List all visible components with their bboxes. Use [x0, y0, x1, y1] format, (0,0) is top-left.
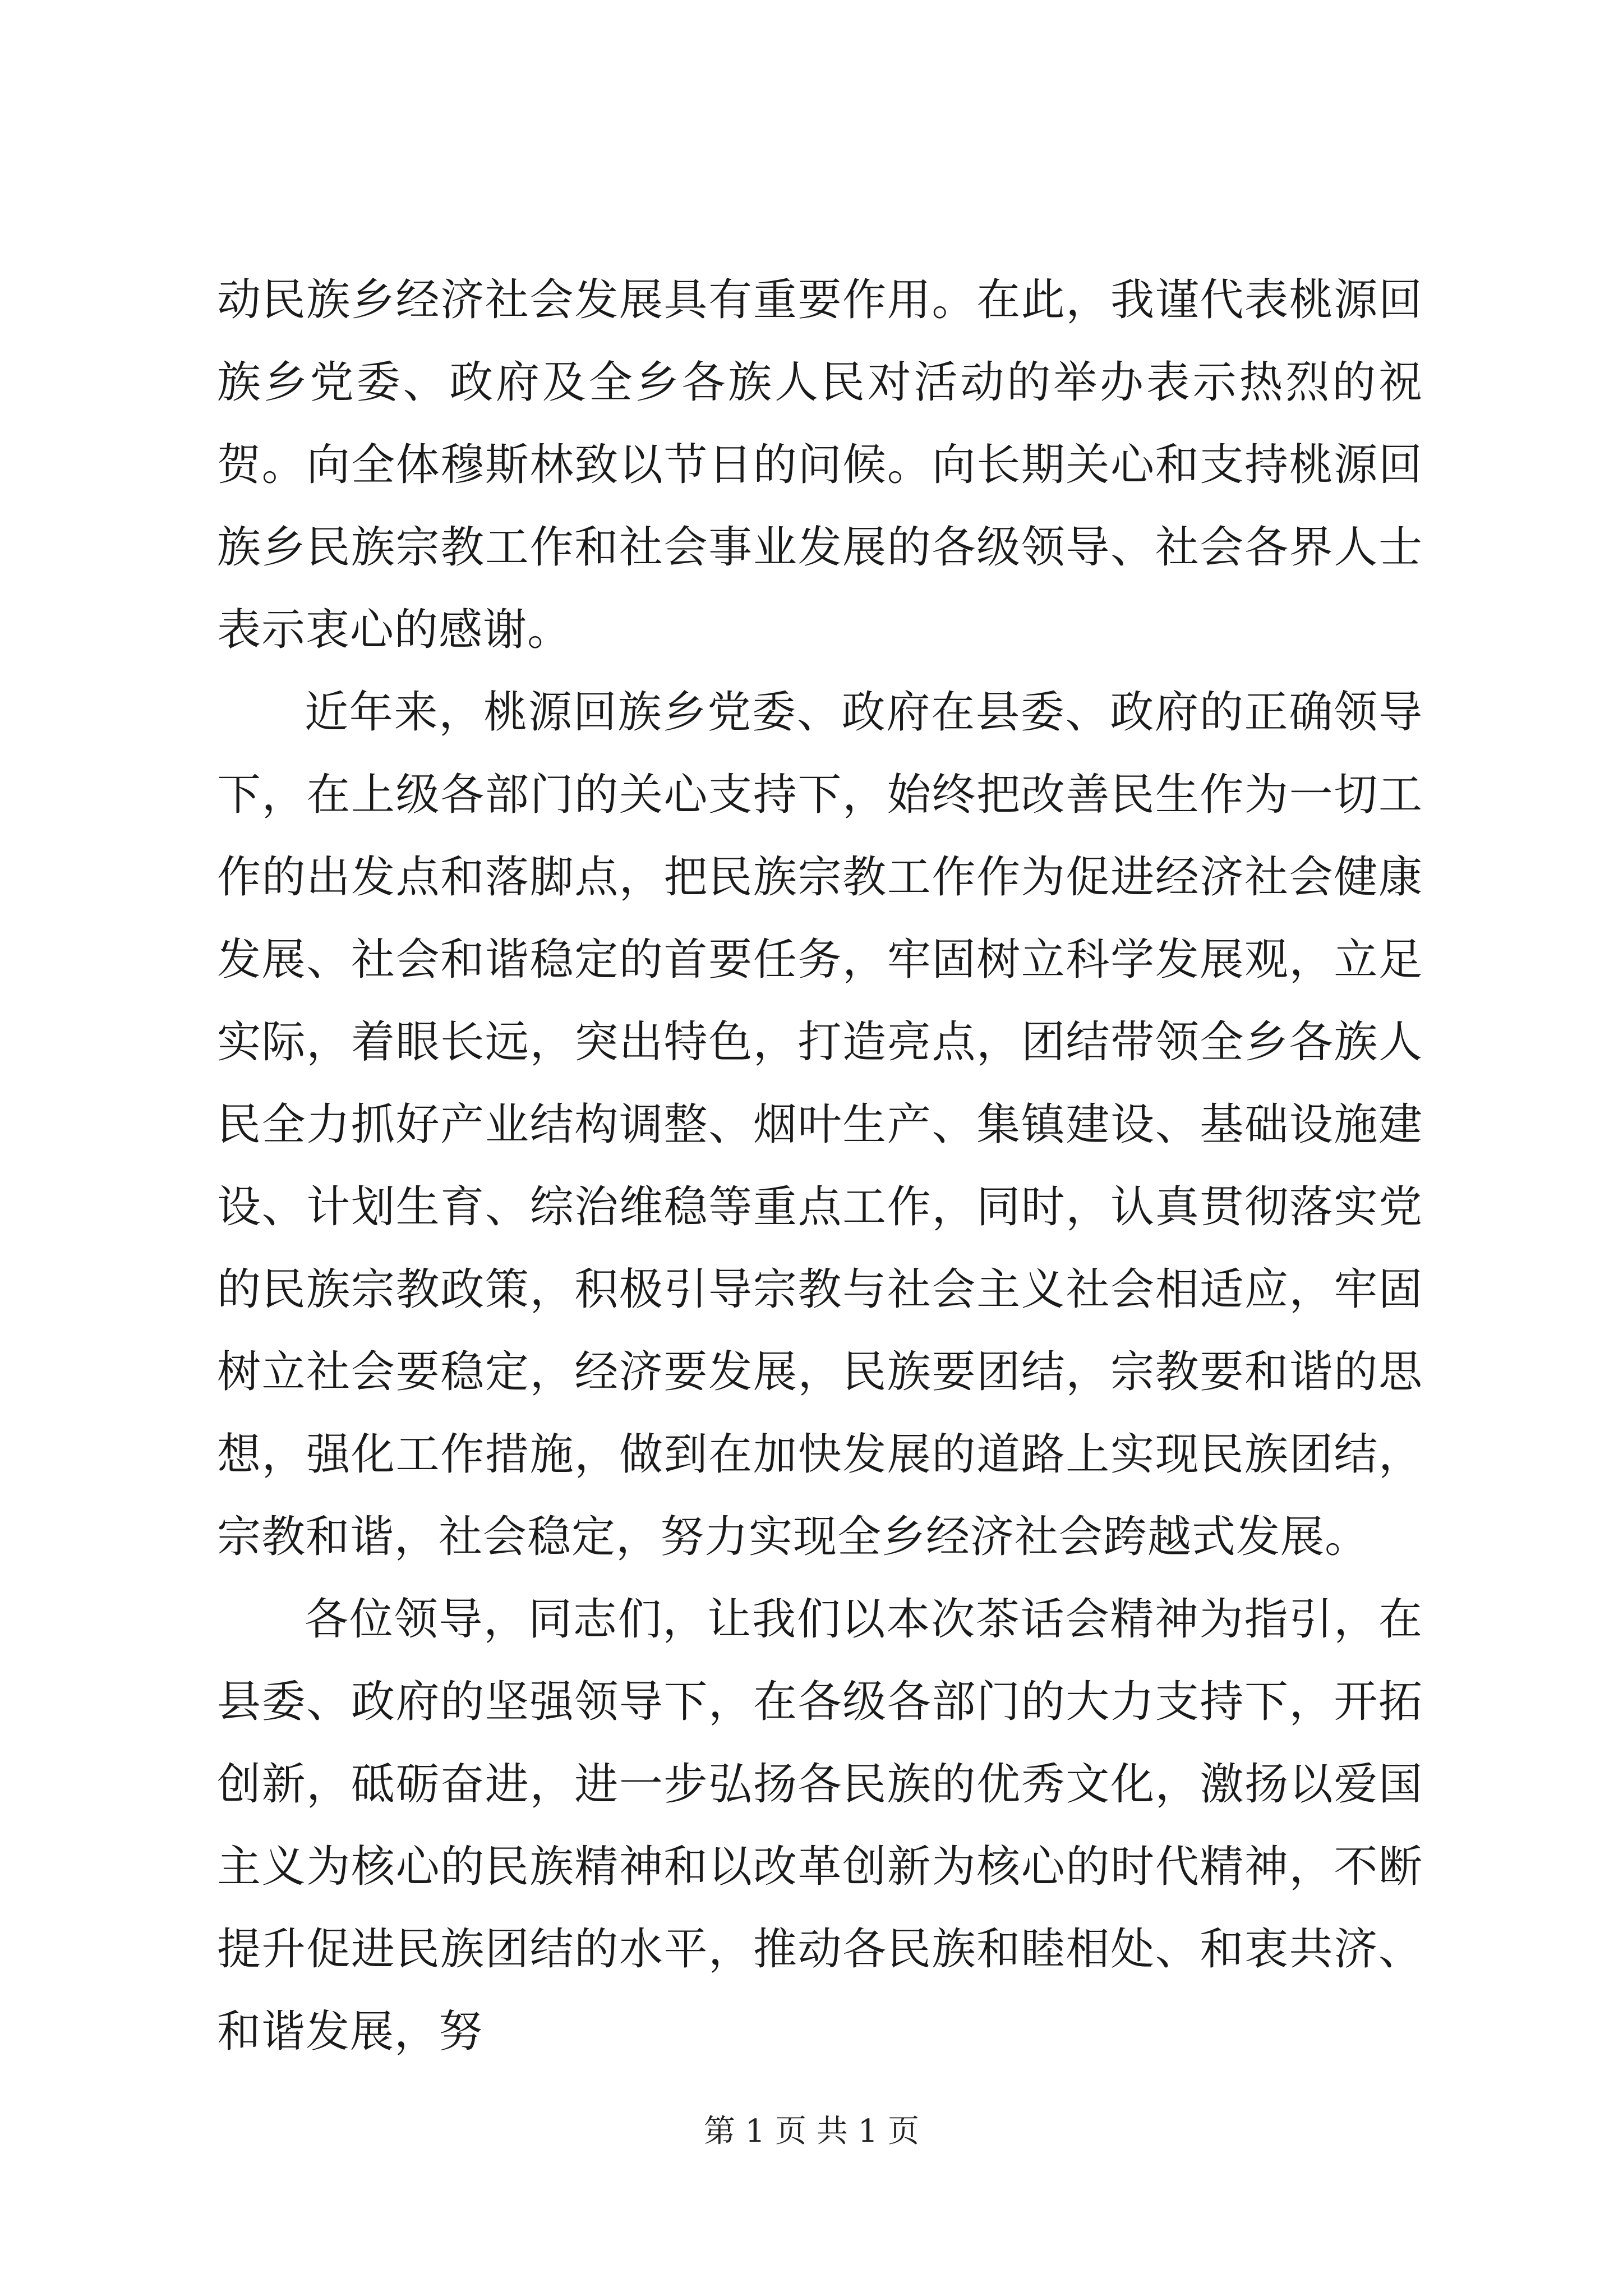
- page-number-label: 第 1 页 共 1 页: [703, 2113, 920, 2150]
- document-body: [217, 259, 1423, 2073]
- page-footer: [0, 2109, 1623, 2154]
- paragraph-1: 动民族乡经济社会发展具有重要作用。在此，我谨代表桃源回族乡党委、政府及全乡各族人民对活动的举办表示热烈的祝贺。向全体穆斯林致以节日的问候。向长期关心和支持桃源回族乡民族宗教工作和社会事业发展的各级领导、社会各界人士表示衷心的感谢。: [217, 275, 1423, 655]
- paragraph-3: 各位领导，同志们，让我们以本次茶话会精神为指引，在县委、政府的坚强领导下，在各级各部门的大力支持下，开拓创新，砥砺奋进，进一步弘扬各民族的优秀文化，激扬以爱国主义为核心的民族精神和以改革创新为核心的时代精神，不断提升促进民族团结的水平，推动各民族和睦相处、和衷共济、和谐发展，努: [217, 1594, 1423, 2057]
- paragraph-2: 近年来，桃源回族乡党委、政府在县委、政府的正确领导下，在上级各部门的关心支持下，始终把改善民生作为一切工作的出发点和落脚点，把民族宗教工作作为促进经济社会健康发展、社会和谐稳定的首要任务，牢固树立科学发展观，立足实际，着眼长远，突出特色，打造亮点，团结带领全乡各族人民全力抓好产业结构调整、烟叶生产、集镇建设、基础设施建设、计划生育、综治维稳等重点工作，同时，认真贯彻落实党的民族宗教政策，积极引导宗教与社会主义社会相适应，牢固树立社会要稳定，经济要发展，民族要团结，宗教要和谐的思想，强化工作措施，做到在加快发展的道路上实现民族团结，宗教和谐，社会稳定，努力实现全乡经济社会跨越式发展。: [217, 687, 1423, 1562]
